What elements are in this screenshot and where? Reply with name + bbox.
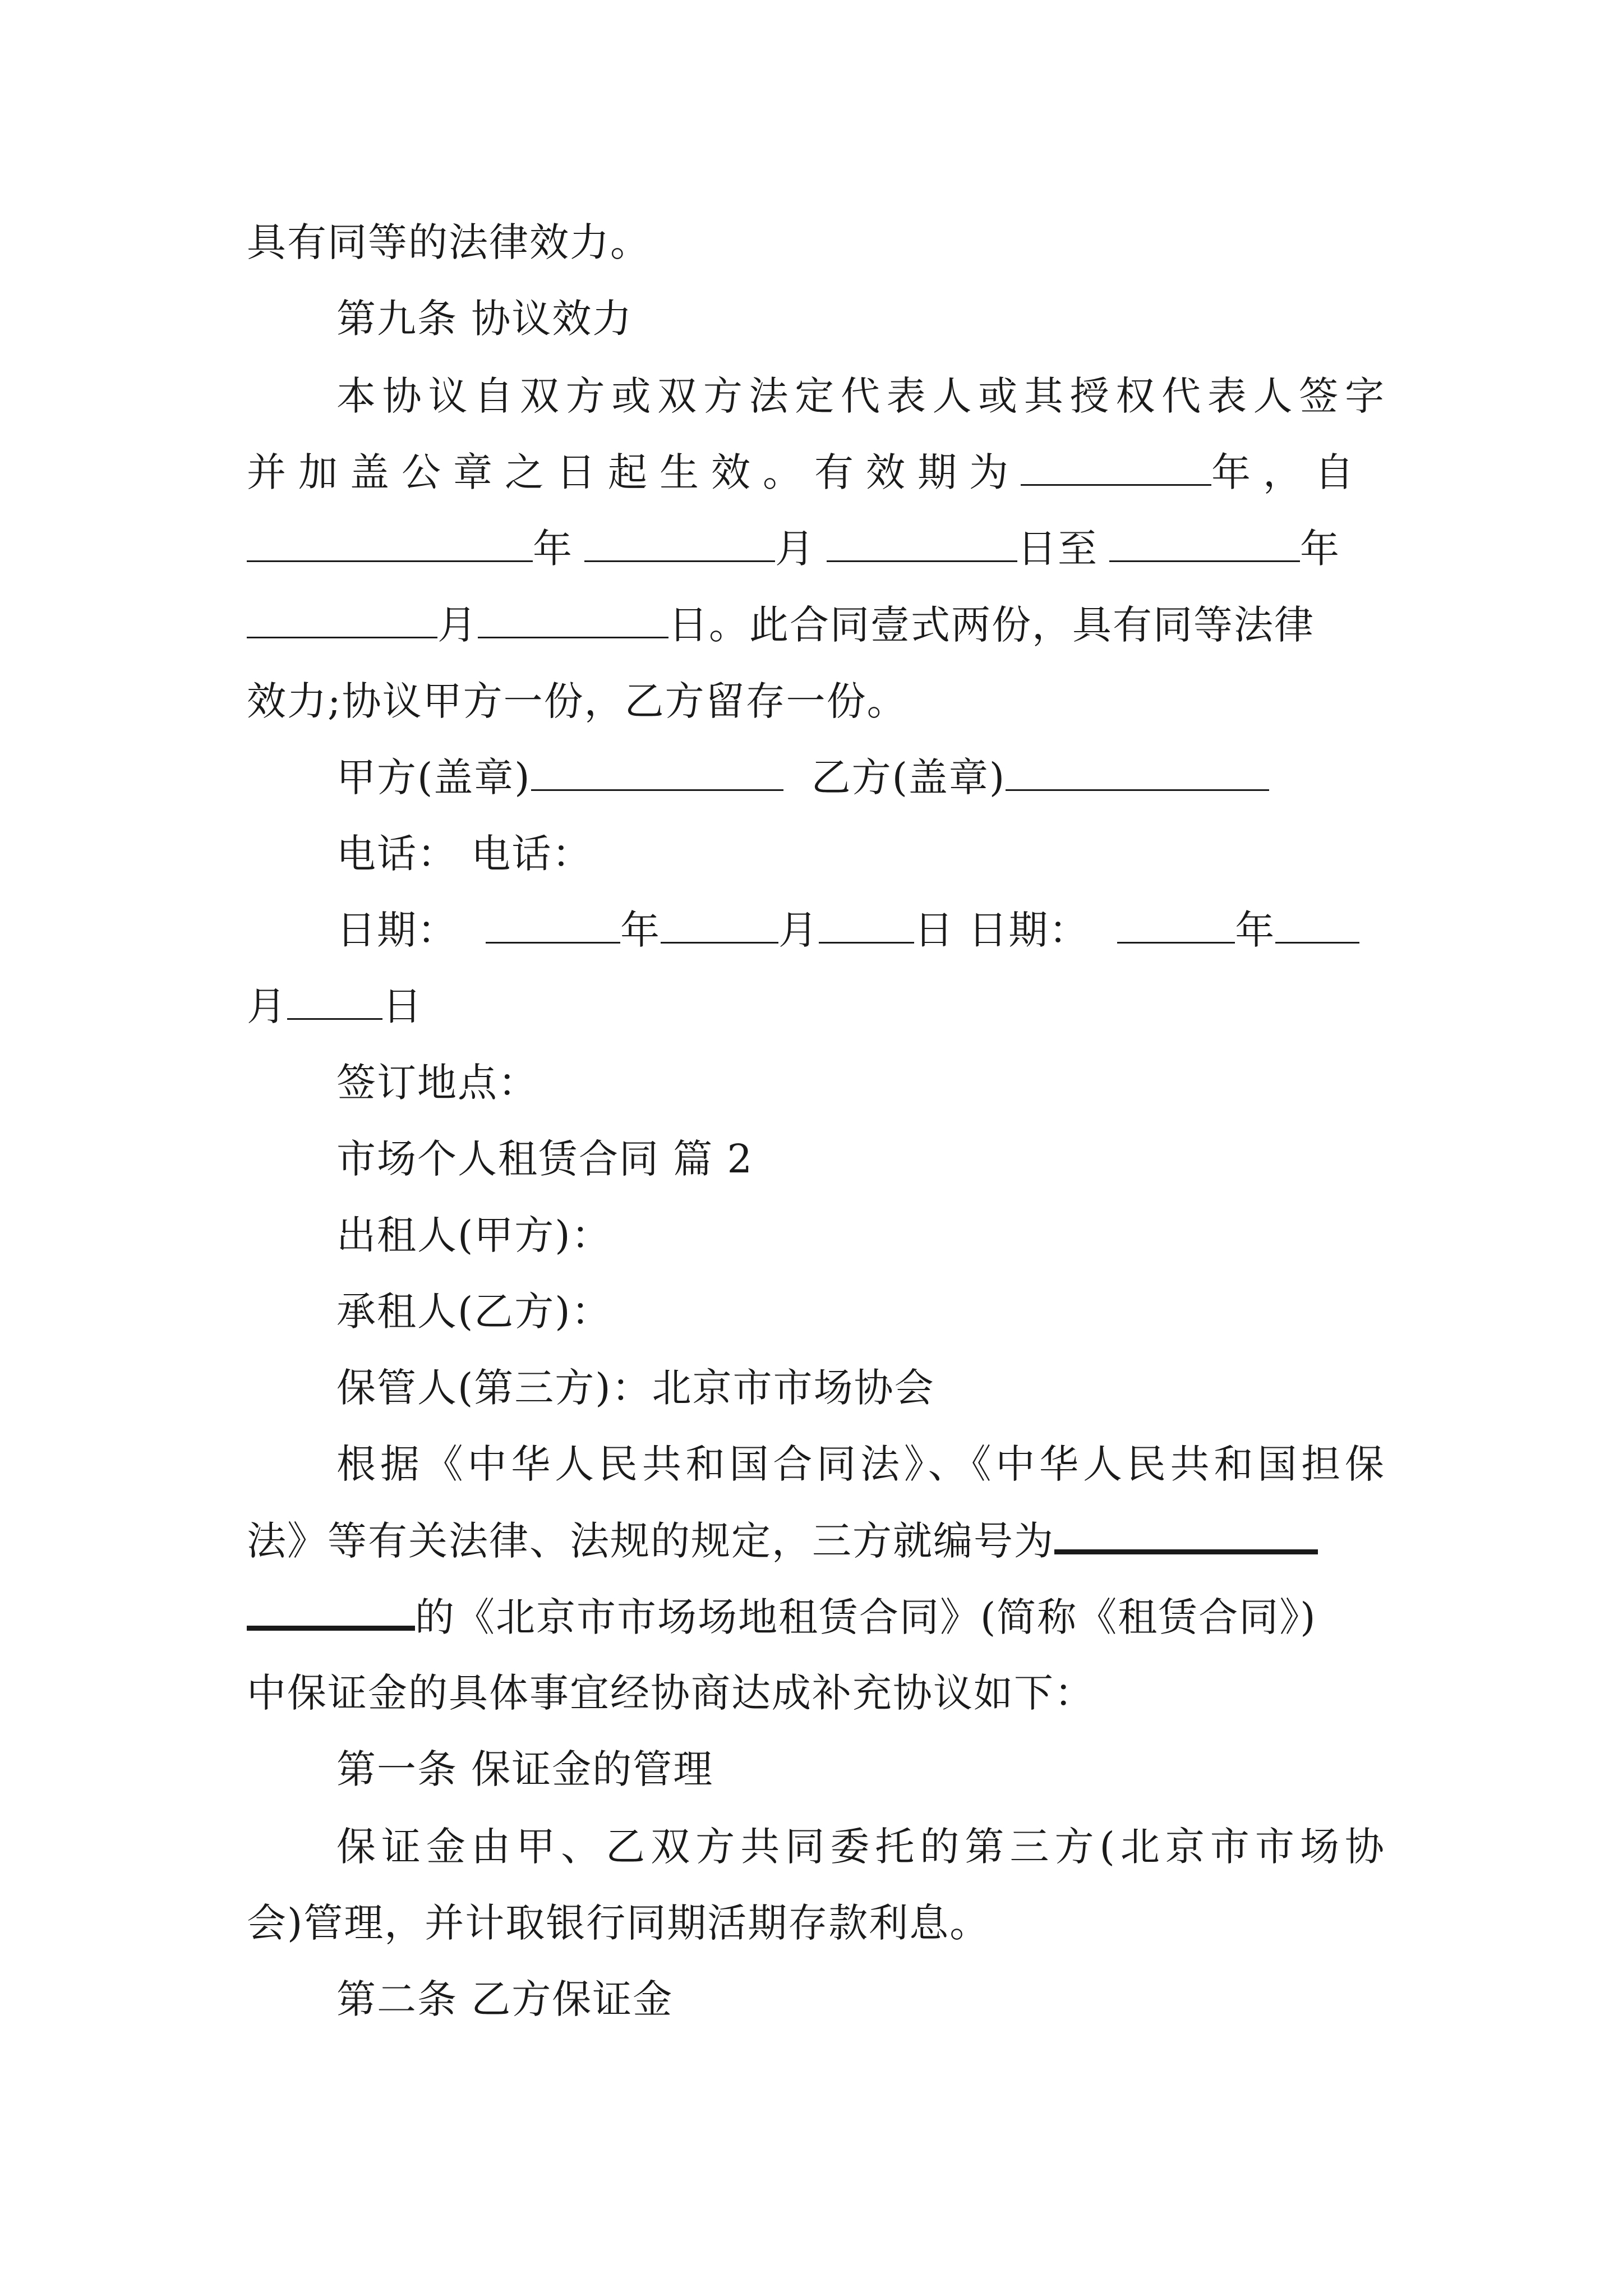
text: 效力;协议甲方一份，乙方留存一份。: [247, 678, 907, 724]
text: 年: [620, 907, 661, 953]
text: 保管人(第三方)：北京市市场协会: [336, 1365, 935, 1411]
lessee-line: [336, 1283, 1385, 1340]
fill-blank: [486, 903, 620, 944]
fill-blank: [584, 521, 775, 562]
text: 月: [437, 602, 478, 648]
text: 保证金由甲、乙双方共同委托的第三方(北京市市场协: [336, 1824, 1385, 1870]
text: 第一条 保证金的管理: [336, 1746, 714, 1792]
text: 年: [1300, 526, 1340, 572]
text: 法》等有关法律、法规的规定，三方就编号为: [247, 1518, 1054, 1564]
text: 会)管理，并计取银行同期活期存款利息。: [247, 1900, 990, 1946]
fill-blank: [247, 521, 533, 562]
text: 日期：: [336, 907, 458, 953]
custodian-line: [336, 1360, 1385, 1416]
text-line: [247, 1665, 1385, 1721]
text: 月: [247, 983, 287, 1029]
text: 日: [382, 983, 423, 1029]
text: 年，自: [1211, 449, 1366, 495]
text-line: [336, 1055, 1385, 1111]
text: 电话： 电话：: [336, 831, 593, 877]
text-line: [247, 978, 1385, 1034]
fill-blank: [1021, 445, 1211, 486]
fill-blank: [1275, 903, 1359, 944]
text: 出租人(甲方)：: [336, 1212, 612, 1258]
fill-blank: [478, 597, 668, 638]
text-line: [247, 597, 1385, 653]
text: 日 日期：: [914, 907, 1090, 953]
text-line: [336, 1819, 1385, 1875]
fill-blank: [1006, 750, 1269, 791]
fill-blank: [661, 903, 778, 944]
text: 的《北京市市场场地租赁合同》(简称《租赁合同》): [415, 1594, 1317, 1640]
text-line: [247, 673, 1385, 729]
party-a-seal-label: 甲方(盖章): [336, 754, 531, 800]
fill-blank: [1109, 521, 1300, 562]
section-heading: [336, 1741, 1385, 1797]
fill-blank: [827, 521, 1017, 562]
text: 本协议自双方或双方法定代表人或其授权代表人签字: [336, 373, 1385, 419]
text-line: [247, 1895, 1385, 1951]
text: 根据《中华人民共和国合同法》、《中华人民共和国担保: [336, 1441, 1385, 1487]
text: 签订地点：: [336, 1060, 538, 1106]
phone-line: [336, 826, 1385, 882]
text-line: [247, 444, 1385, 500]
contract-title: [336, 1131, 1385, 1187]
text: 月: [775, 526, 815, 572]
text: 具有同等的法律效力。: [247, 219, 651, 265]
section-heading: [336, 291, 1385, 347]
text: 月: [778, 907, 819, 953]
fill-blank: [819, 903, 914, 944]
text-line: [247, 214, 1385, 270]
text: 承租人(乙方)：: [336, 1289, 612, 1335]
fill-blank: [287, 979, 382, 1020]
fill-blank: [531, 750, 783, 791]
text: 第二条 乙方保证金: [336, 1976, 674, 2022]
text: 年: [1235, 907, 1276, 953]
fill-blank: [247, 597, 437, 638]
text: 日。此合同壹式两份，具有同等法律: [668, 602, 1315, 648]
text: 年: [533, 526, 573, 572]
text-line: [247, 521, 1385, 577]
text: 并加盖公章之日起生效。有效期为: [247, 449, 1021, 495]
party-b-seal-label: 乙方(盖章): [811, 754, 1006, 800]
text: 中保证金的具体事宜经协商达成补充协议如下：: [247, 1670, 1095, 1716]
fill-blank: [1054, 1512, 1318, 1554]
text-line: [336, 368, 1385, 424]
date-line: [336, 902, 1385, 958]
fill-blank: [1117, 903, 1235, 944]
lessor-line: [336, 1207, 1385, 1263]
signature-line: [336, 749, 1385, 806]
text: 第九条 协议效力: [336, 296, 633, 342]
text: 市场个人租赁合同 篇 2: [336, 1136, 754, 1182]
fill-blank: [247, 1589, 415, 1631]
text: 日至: [1017, 526, 1098, 572]
text-line: [247, 1512, 1385, 1568]
text-line: [247, 1589, 1385, 1645]
section-heading: [336, 1971, 1385, 2027]
text-line: [336, 1436, 1385, 1492]
